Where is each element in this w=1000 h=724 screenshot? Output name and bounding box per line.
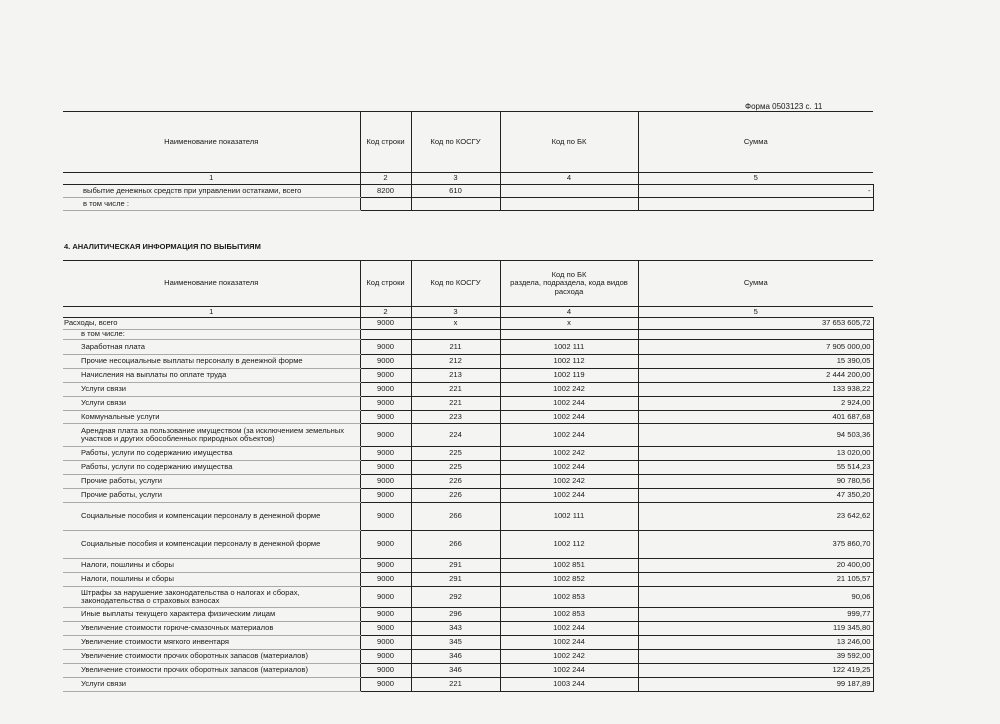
row-name: Увеличение стоимости прочих оборотных запасов (материалов) (63, 664, 360, 678)
table-row (63, 330, 873, 340)
table-row (63, 424, 873, 447)
row-bk: 1002 244 (500, 411, 638, 424)
row-kosgu: 346 (411, 664, 500, 678)
row-bk: 1002 244 (500, 664, 638, 678)
row-kosgu: 346 (411, 650, 500, 664)
row-kosgu: 221 (411, 397, 500, 411)
row-kosgu (411, 198, 500, 211)
header-bk: Код по БК (500, 112, 638, 173)
row-line-code: 9000 (360, 369, 411, 383)
col-number: 4 (500, 173, 638, 185)
col-number: 5 (638, 307, 873, 318)
row-name: Штрафы за нарушение законодательства о налогах и сборах, законодательства о страховых взносах (63, 587, 360, 608)
row-name: Увеличение стоимости горюче-смазочных материалов (63, 622, 360, 636)
row-sum: 7 905 000,00 (638, 340, 873, 355)
row-name: Коммунальные услуги (63, 411, 360, 424)
row-kosgu: 221 (411, 678, 500, 692)
table-row (63, 411, 873, 424)
row-sum: 20 400,00 (638, 559, 873, 573)
table-row (63, 608, 873, 622)
row-name: Социальные пособия и компенсации персоналу в денежной форме (63, 531, 360, 559)
section-title: 4. АНАЛИТИЧЕСКАЯ ИНФОРМАЦИЯ ПО ВЫБЫТИЯМ (64, 242, 261, 251)
row-bk: x (500, 318, 638, 330)
row-sum: 2 444 200,00 (638, 369, 873, 383)
row-sum: 94 503,36 (638, 424, 873, 447)
row-line-code: 9000 (360, 355, 411, 369)
row-name: Услуги связи (63, 383, 360, 397)
row-name: Работы, услуги по содержанию имущества (63, 461, 360, 475)
table-row (63, 461, 873, 475)
row-name: в том числе : (63, 198, 360, 211)
table-row (63, 355, 873, 369)
row-sum: 13 020,00 (638, 447, 873, 461)
row-name: Налоги, пошлины и сборы (63, 559, 360, 573)
row-line-code: 9000 (360, 397, 411, 411)
table-row (63, 369, 873, 383)
row-line-code: 9000 (360, 503, 411, 531)
row-sum: 55 514,23 (638, 461, 873, 475)
row-name: Увеличение стоимости мягкого инвентаря (63, 636, 360, 650)
row-kosgu: 213 (411, 369, 500, 383)
header-kosgu: Код по КОСГУ (411, 112, 500, 173)
row-bk (500, 198, 638, 211)
row-name: Работы, услуги по содержанию имущества (63, 447, 360, 461)
row-bk: 1002 119 (500, 369, 638, 383)
row-line-code: 9000 (360, 318, 411, 330)
table-row (63, 489, 873, 503)
row-bk: 1003 244 (500, 678, 638, 692)
row-kosgu: 296 (411, 608, 500, 622)
row-name: Прочие работы, услуги (63, 475, 360, 489)
row-bk: 1002 242 (500, 475, 638, 489)
header-sum: Сумма (638, 112, 873, 173)
row-bk: 1002 244 (500, 489, 638, 503)
row-line-code (360, 330, 411, 340)
row-sum: - (638, 185, 873, 198)
row-bk: 1002 242 (500, 383, 638, 397)
row-sum: 21 105,57 (638, 573, 873, 587)
row-bk: 1002 244 (500, 636, 638, 650)
row-name: Начисления на выплаты по оплате труда (63, 369, 360, 383)
analytics-outflow-table (63, 260, 874, 692)
row-line-code: 9000 (360, 340, 411, 355)
table-row (63, 340, 873, 355)
header-name: Наименование показателя (164, 278, 259, 288)
row-line-code: 9000 (360, 622, 411, 636)
row-kosgu: 225 (411, 447, 500, 461)
row-line-code: 9000 (360, 475, 411, 489)
row-line-code: 9000 (360, 461, 411, 475)
table-row (63, 587, 873, 608)
table-row (63, 678, 873, 692)
row-line-code: 9000 (360, 531, 411, 559)
row-kosgu: 223 (411, 411, 500, 424)
table-row (63, 475, 873, 489)
table-row (63, 664, 873, 678)
row-kosgu: 225 (411, 461, 500, 475)
row-kosgu: 212 (411, 355, 500, 369)
row-sum: 122 419,25 (638, 664, 873, 678)
row-name: Услуги связи (63, 678, 360, 692)
row-bk: 1002 112 (500, 531, 638, 559)
row-line-code: 9000 (360, 608, 411, 622)
row-sum: 13 246,00 (638, 636, 873, 650)
row-bk: 1002 853 (500, 608, 638, 622)
form-label: Форма 0503123 с. 11 (745, 102, 823, 111)
row-line-code: 9000 (360, 573, 411, 587)
row-line-code: 9000 (360, 447, 411, 461)
row-name: Услуги связи (63, 397, 360, 411)
row-line-code: 9000 (360, 411, 411, 424)
row-name: Социальные пособия и компенсации персоналу в денежной форме (63, 503, 360, 531)
header-name: Наименование показателя (164, 136, 259, 146)
row-line-code: 9000 (360, 636, 411, 650)
row-bk: 1002 244 (500, 461, 638, 475)
row-sum: 119 345,80 (638, 622, 873, 636)
table-row (63, 636, 873, 650)
row-kosgu: 291 (411, 573, 500, 587)
row-line-code: 9000 (360, 664, 411, 678)
table-row (63, 447, 873, 461)
row-bk: 1002 853 (500, 587, 638, 608)
row-name: Прочие работы, услуги (63, 489, 360, 503)
table-row (63, 503, 873, 531)
row-sum: 23 642,62 (638, 503, 873, 531)
row-kosgu: 221 (411, 383, 500, 397)
table-row (63, 650, 873, 664)
table-row (63, 531, 873, 559)
row-sum: 401 687,68 (638, 411, 873, 424)
row-name: Увеличение стоимости прочих оборотных запасов (материалов) (63, 650, 360, 664)
row-line-code: 9000 (360, 559, 411, 573)
row-kosgu (411, 330, 500, 340)
col-number: 2 (360, 173, 411, 185)
col-number: 5 (638, 173, 873, 185)
table-row (63, 559, 873, 573)
row-sum: 90 780,56 (638, 475, 873, 489)
row-bk: 1002 852 (500, 573, 638, 587)
table-row (63, 573, 873, 587)
header-bk: Код по БК раздела, подраздела, кода видов расхода (500, 261, 638, 307)
row-name: Заработная плата (63, 340, 360, 355)
row-sum: 133 938,22 (638, 383, 873, 397)
row-bk: 1002 242 (500, 447, 638, 461)
row-line-code: 9000 (360, 424, 411, 447)
row-kosgu: 211 (411, 340, 500, 355)
row-line-code (360, 198, 411, 211)
row-kosgu: 266 (411, 503, 500, 531)
row-kosgu: 226 (411, 489, 500, 503)
row-sum: 37 653 605,72 (638, 318, 873, 330)
row-line-code: 9000 (360, 489, 411, 503)
table-row (63, 397, 873, 411)
col-number: 4 (500, 307, 638, 318)
row-bk: 1002 111 (500, 503, 638, 531)
row-kosgu: 224 (411, 424, 500, 447)
row-sum: 39 592,00 (638, 650, 873, 664)
row-bk: 1002 851 (500, 559, 638, 573)
row-sum: 47 350,20 (638, 489, 873, 503)
row-sum: 2 924,00 (638, 397, 873, 411)
row-kosgu: 345 (411, 636, 500, 650)
row-bk (500, 185, 638, 198)
table-row (63, 198, 873, 211)
row-line-code: 9000 (360, 678, 411, 692)
row-sum: 999,77 (638, 608, 873, 622)
row-kosgu: 610 (411, 185, 500, 198)
row-kosgu: 343 (411, 622, 500, 636)
row-name: Арендная плата за пользование имуществом (за исключением земельных участков и других обособленных природных объектов) (63, 424, 360, 447)
row-bk (500, 330, 638, 340)
col-number: 1 (63, 173, 360, 185)
row-kosgu: 226 (411, 475, 500, 489)
row-bk: 1002 244 (500, 622, 638, 636)
row-name: выбытие денежных средств при управлении остатками, всего (63, 185, 360, 198)
row-bk: 1002 112 (500, 355, 638, 369)
row-bk: 1002 244 (500, 424, 638, 447)
row-sum (638, 198, 873, 211)
row-bk: 1002 244 (500, 397, 638, 411)
row-line-code: 9000 (360, 650, 411, 664)
header-line-code: Код строки (360, 112, 411, 173)
row-name: в том числе: (63, 330, 360, 340)
table-row (63, 622, 873, 636)
header-sum: Сумма (638, 261, 873, 307)
table-row (63, 383, 873, 397)
row-sum: 15 390,05 (638, 355, 873, 369)
cash-outflow-table (63, 111, 874, 211)
table-row (63, 318, 873, 330)
row-name: Иные выплаты текущего характера физическим лицам (63, 608, 360, 622)
table-row (63, 185, 873, 198)
col-number: 3 (411, 307, 500, 318)
row-line-code: 8200 (360, 185, 411, 198)
row-sum (638, 330, 873, 340)
row-kosgu: x (411, 318, 500, 330)
row-kosgu: 292 (411, 587, 500, 608)
row-bk: 1002 111 (500, 340, 638, 355)
col-number: 2 (360, 307, 411, 318)
row-name: Прочие несоциальные выплаты персоналу в денежной форме (63, 355, 360, 369)
header-kosgu: Код по КОСГУ (411, 261, 500, 307)
row-name: Расходы, всего (63, 318, 360, 330)
row-sum: 90,06 (638, 587, 873, 608)
col-number: 1 (63, 307, 360, 318)
row-sum: 99 187,89 (638, 678, 873, 692)
row-sum: 375 860,70 (638, 531, 873, 559)
row-line-code: 9000 (360, 587, 411, 608)
row-kosgu: 266 (411, 531, 500, 559)
row-line-code: 9000 (360, 383, 411, 397)
header-line-code: Код строки (360, 261, 411, 307)
col-number: 3 (411, 173, 500, 185)
row-kosgu: 291 (411, 559, 500, 573)
row-name: Налоги, пошлины и сборы (63, 573, 360, 587)
row-bk: 1002 242 (500, 650, 638, 664)
